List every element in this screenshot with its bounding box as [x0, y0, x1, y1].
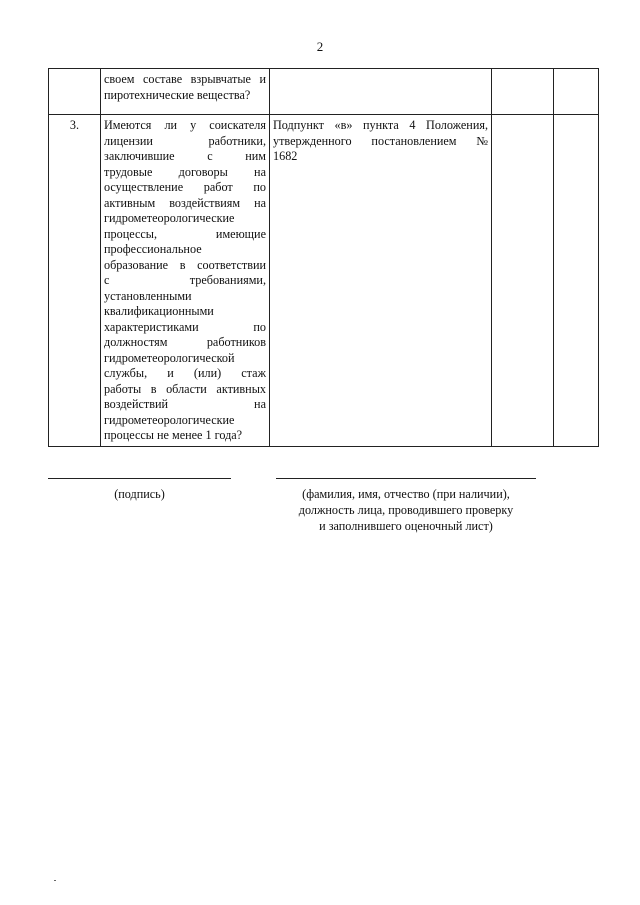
question-line: процессы не менее 1 года?	[104, 428, 243, 442]
question-line: гидрометеорологические	[104, 412, 235, 427]
reference-cell	[270, 69, 492, 115]
question-line: воздействий на	[104, 397, 266, 411]
question-cell	[101, 115, 270, 447]
scan-speck	[54, 880, 56, 881]
question-line: профессиональное	[104, 242, 202, 256]
page-number: 2	[316, 39, 324, 54]
signature-line	[48, 478, 231, 479]
reference-line: 1682	[273, 149, 298, 163]
question-line: гидрометеорологической	[104, 350, 235, 365]
question-line: процессы, имеющие	[104, 226, 266, 241]
caption-line: (фамилия, имя, отчество (при наличии),	[302, 487, 510, 501]
question-line: Имеются ли у соискателя	[104, 118, 266, 132]
note-cell	[554, 115, 599, 447]
question-line: образование в соответствии	[104, 257, 266, 272]
question-line: заключившие с ним	[104, 149, 266, 163]
question-line: лицензии работники,	[104, 133, 266, 148]
question-line: должностям работников	[104, 335, 266, 349]
row-number-cell: 3.	[49, 115, 101, 447]
question-line: характеристиками по	[104, 319, 266, 334]
question-cell	[101, 69, 270, 115]
question-line: с требованиями,	[104, 273, 266, 287]
caption-line: и заполнившего оценочный лист)	[319, 519, 493, 533]
question-line: работы в области активных	[104, 381, 266, 396]
checklist-table	[48, 68, 599, 447]
reference-line: утвержденного постановлением №	[273, 133, 488, 148]
answer-cell	[492, 69, 554, 115]
question-line: пиротехнические вещества?	[104, 87, 251, 102]
name-position-line	[276, 478, 536, 479]
signature-caption: (подпись)	[114, 487, 165, 501]
note-cell	[554, 69, 599, 115]
question-line: активным воздействиям на	[104, 195, 266, 210]
table-row	[49, 115, 599, 447]
question-line: службы, и (или) стаж	[104, 366, 266, 380]
question-line: осуществление работ по	[104, 180, 266, 194]
reference-cell	[270, 115, 492, 447]
reference-line: Подпункт «в» пункта 4 Положения,	[273, 118, 488, 132]
name-position-caption	[276, 486, 536, 534]
row-number-cell	[49, 69, 101, 115]
question-line: установленными	[104, 288, 192, 303]
answer-cell	[492, 115, 554, 447]
question-line: трудовые договоры на	[104, 164, 266, 179]
question-line: гидрометеорологические	[104, 211, 235, 225]
table-row	[49, 69, 599, 115]
question-line: квалификационными	[104, 304, 214, 318]
caption-line: должность лица, проводившего проверку	[298, 503, 514, 517]
question-line: своем составе взрывчатые и	[104, 72, 266, 86]
